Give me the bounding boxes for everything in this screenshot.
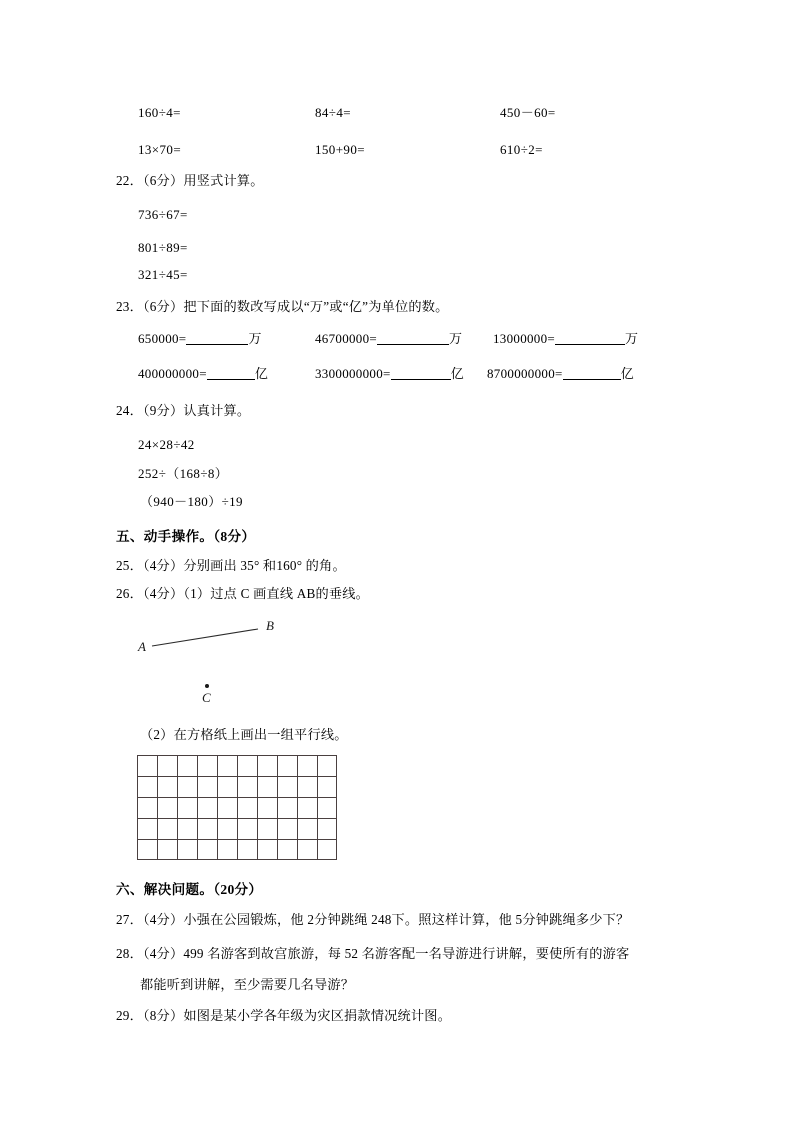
oral-expression-r2c2: 150+90=	[315, 142, 365, 157]
point-a-label: A	[138, 639, 146, 654]
point-c-dot	[205, 684, 209, 688]
point-b-label: B	[266, 618, 274, 633]
question-28-prompt-line2: 都能听到讲解，至少需要几名导游？	[140, 977, 355, 992]
oral-expression-r2c1: 13×70=	[138, 142, 182, 157]
q23-r2c3-unit: 亿	[620, 366, 634, 381]
question-26-prompt: 26．（4分）（1）过点 C 画直线 AB的垂线。	[116, 586, 369, 601]
question-23-prompt: 23．（6分）把下面的数改写成以“万”或“亿”为单位的数。	[116, 299, 449, 314]
question-24-item-1: 24×28÷42	[138, 437, 195, 452]
question-24-prompt: 24．（9分）认真计算。	[116, 403, 251, 418]
q23-r1c3-blank[interactable]	[555, 331, 625, 345]
q23-r1c3-value: 13000000=	[493, 331, 556, 346]
point-c-label: C	[202, 690, 211, 705]
question-23-row1-item1	[138, 331, 262, 347]
q23-r1c1-value: 650000=	[138, 331, 187, 346]
segment-ab	[152, 629, 258, 646]
oral-expression-r2c3: 610÷2=	[500, 142, 543, 157]
question-25-prompt: 25．（4分）分别画出 35° 和160° 的角。	[116, 558, 346, 573]
section-heading-five: 五、动手操作。（8分）	[116, 529, 256, 544]
q23-r2c2-unit: 亿	[450, 366, 464, 381]
question-22-item-3: 321÷45=	[138, 267, 188, 282]
oral-expression-r1c2: 84÷4=	[315, 105, 351, 120]
question-23-row2-item1	[138, 366, 268, 382]
question-24-item-2: 252÷（168÷8）	[138, 466, 229, 481]
section-heading-six: 六、解决问题。（20分）	[116, 882, 263, 897]
question-29-prompt: 29．（8分）如图是某小学各年级为灾区捐款情况统计图。	[116, 1008, 452, 1023]
question-23-row2-item3	[487, 366, 634, 382]
q23-r2c1-unit: 亿	[254, 366, 269, 381]
question-26-part2-prompt: （2）在方格纸上画出一组平行线。	[140, 727, 348, 742]
q23-r1c1-blank[interactable]	[186, 331, 248, 345]
q23-r2c3-blank[interactable]	[563, 366, 621, 380]
question-22-item-2: 801÷89=	[138, 240, 188, 255]
question-28-prompt-line1: 28．（4分）499 名游客到故宫旅游，每 52 名游客配一名导游进行讲解，要使所有的游客	[116, 946, 630, 961]
q23-r2c2-blank[interactable]	[391, 366, 451, 380]
line-ab-diagram	[120, 612, 340, 712]
q23-r2c1-value: 400000000=	[138, 366, 207, 381]
q23-r1c2-blank[interactable]	[377, 331, 449, 345]
question-24-item-3: （940－180）÷19	[140, 494, 243, 509]
question-22-prompt: 22．（6分）用竖式计算。	[116, 173, 264, 188]
q23-r1c3-unit: 万	[625, 331, 639, 346]
q23-r2c2-value: 3300000000=	[315, 366, 391, 381]
question-23-row1-item2	[315, 331, 462, 347]
q23-r1c1-unit: 万	[248, 331, 262, 346]
question-26-figure	[120, 612, 340, 712]
grid-paper[interactable]	[137, 755, 337, 860]
oral-expression-r1c3: 450－60=	[500, 105, 556, 120]
question-23-row2-item2	[315, 366, 464, 382]
q23-r1c2-value: 46700000=	[315, 331, 378, 346]
oral-expression-r1c1: 160÷4=	[138, 105, 181, 120]
q23-r2c3-value: 8700000000=	[487, 366, 563, 381]
question-23-row1-item3	[493, 331, 638, 347]
q23-r1c2-unit: 万	[449, 331, 463, 346]
question-27-prompt: 27．（4分）小强在公园锻炼，他 2分钟跳绳 248下。照这样计算，他 5分钟跳绳多少下？	[116, 912, 630, 927]
question-22-item-1: 736÷67=	[138, 207, 188, 222]
q23-r2c1-blank[interactable]	[207, 366, 255, 380]
